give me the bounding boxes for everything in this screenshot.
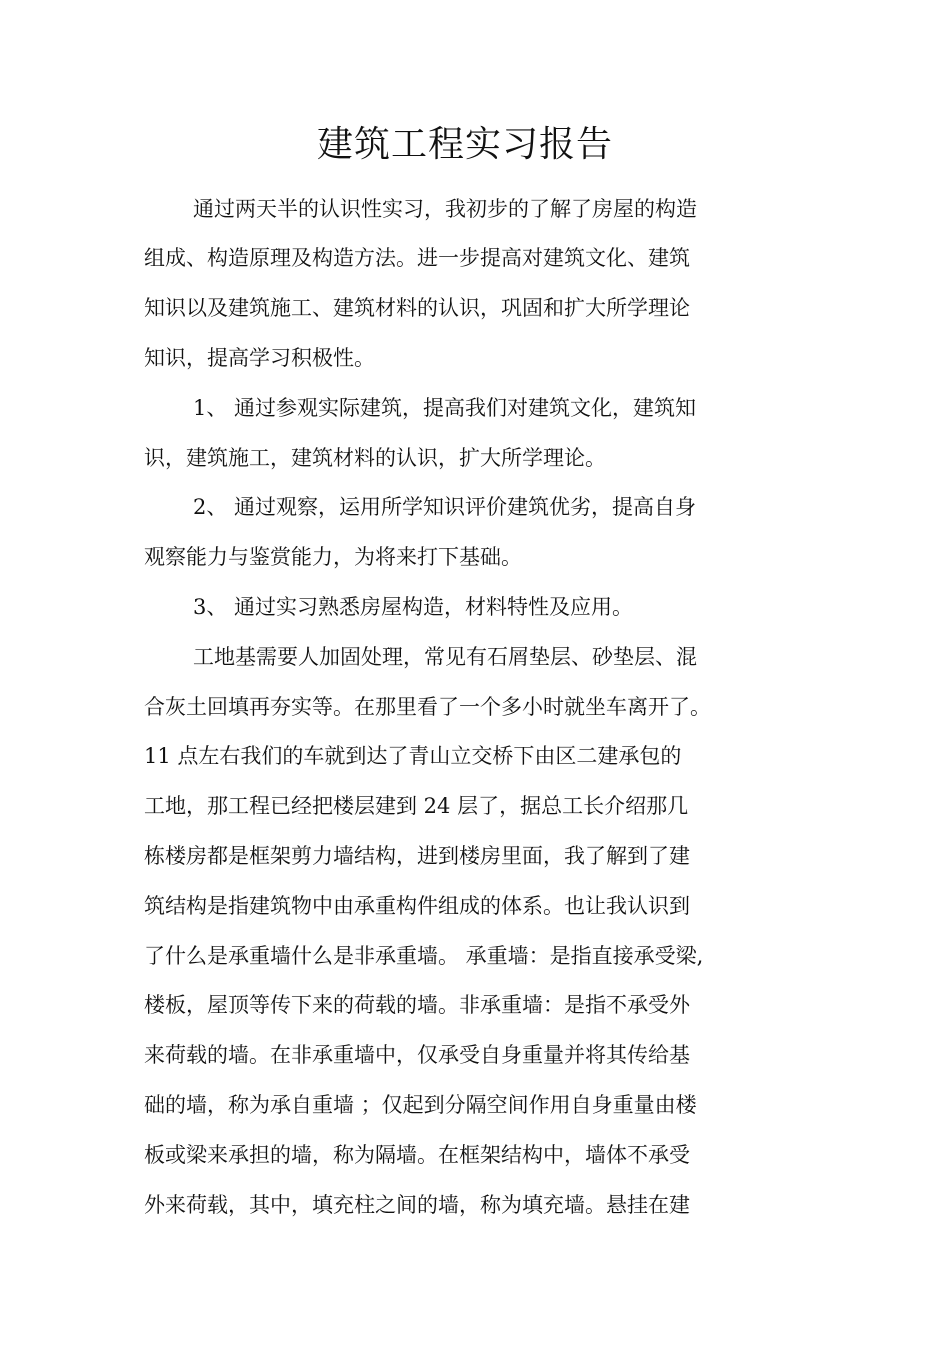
paragraph-line: 工地基需要人加固处理，常见有石屑垫层、砂垫层、混	[193, 645, 697, 669]
list-item-line: 2、 通过观察，运用所学知识评价建筑优劣，提高自身	[193, 495, 697, 519]
paragraph-line: 来荷载的墙。在非承重墙中，仅承受自身重量并将其传给基	[144, 1043, 690, 1067]
paragraph-line: 知识，提高学习积极性。	[144, 346, 375, 370]
paragraph-line: 工地，那工程已经把楼层建到 24 层了，据总工长介绍那几	[144, 794, 689, 818]
list-item-line: 识，建筑施工，建筑材料的认识，扩大所学理论。	[144, 446, 606, 470]
paragraph-line: 合灰土回填再夯实等。在那里看了一个多小时就坐车离开了。	[144, 695, 711, 719]
paragraph-line: 组成、构造原理及构造方法。进一步提高对建筑文化、建筑	[144, 246, 690, 270]
paragraph-line: 栋楼房都是框架剪力墙结构，进到楼房里面，我了解到了建	[144, 844, 690, 868]
paragraph-line: 外来荷载，其中，填充柱之间的墙，称为填充墙。悬挂在建	[144, 1193, 690, 1217]
paragraph-line: 了什么是承重墙什么是非承重墙。 承重墙：是指直接承受梁,	[144, 944, 704, 968]
paragraph-line: 筑结构是指建筑物中由承重构件组成的体系。也让我认识到	[144, 894, 690, 918]
paragraph-line: 楼板，屋顶等传下来的荷载的墙。非承重墙：是指不承受外	[144, 993, 690, 1017]
paragraph-line: 板或梁来承担的墙，称为隔墙。在框架结构中，墙体不承受	[144, 1143, 690, 1167]
paragraph-line: 知识以及建筑施工、建筑材料的认识，巩固和扩大所学理论	[144, 296, 690, 320]
paragraph-line: 础的墙，称为承自重墙 ；仅起到分隔空间作用自身重量由楼	[144, 1093, 697, 1117]
list-item-line: 观察能力与鉴赏能力，为将来打下基础。	[144, 545, 522, 569]
paragraph-line: 通过两天半的认识性实习，我初步的了解了房屋的构造	[193, 197, 697, 221]
list-item-line: 1、 通过参观实际建筑，提高我们对建筑文化，建筑知	[193, 396, 697, 420]
paragraph-line: 11 点左右我们的车就到达了青山立交桥下由区二建承包的	[144, 744, 682, 768]
document-title: 建筑工程实习报告	[316, 124, 613, 165]
list-item-line: 3、 通过实习熟悉房屋构造，材料特性及应用。	[193, 595, 634, 619]
